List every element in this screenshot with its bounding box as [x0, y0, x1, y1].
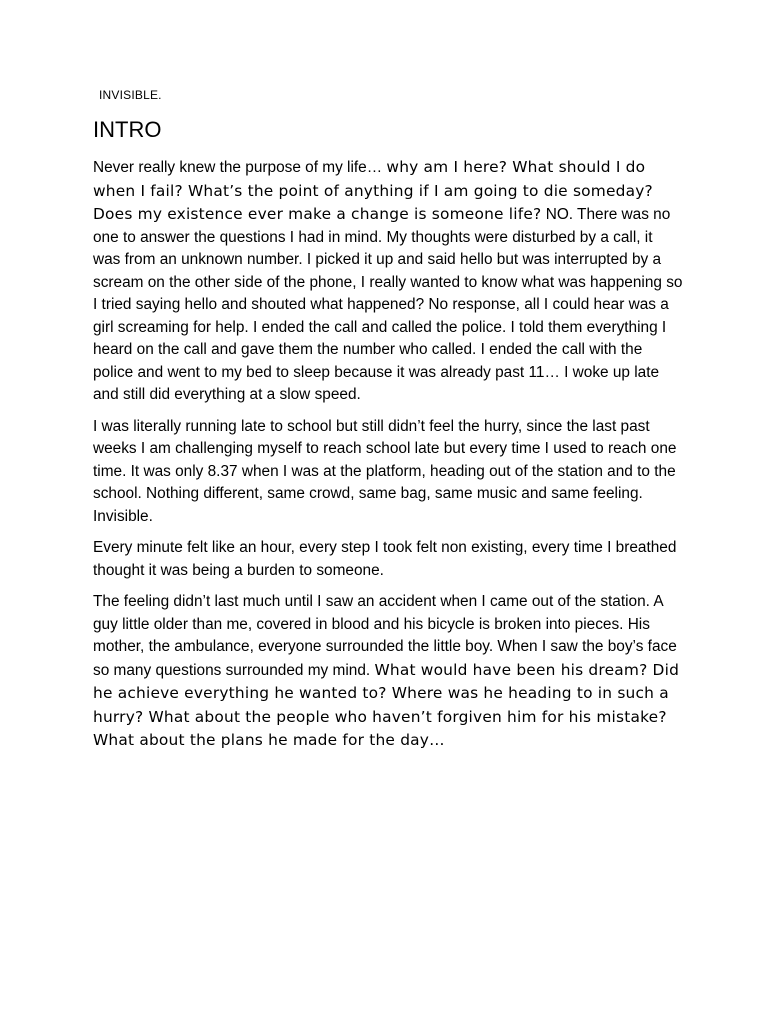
paragraph-1-questions: why am I here? What should I do when I fail? What’s the point of anything if I am going to die someday? Does my existence ever make a change is someone life?: [93, 158, 653, 223]
paragraph-1: [93, 156, 683, 407]
paragraph-1-lead: Never really knew the purpose of my life…: [93, 159, 387, 176]
paragraph-4-questions: What would have been his dream? Did he achieve everything he wanted to? Where was he heading to in such a hurry? What about the people who haven’t forgiven him for his mistake? What about the plans he made for the day…: [93, 660, 680, 749]
paragraph-4: [93, 591, 683, 753]
section-heading: INTRO: [93, 117, 162, 142]
paragraph-1-rest: NO. There was no one to answer the questions I had in mind. My thoughts were disturbed by a call, it was from an unknown number. I picked it up and said hello but was interrupted by a scream on the other side of the phone, I really wanted to know what was happening so I tried saying hello and shouted what happened? No response, all I could hear was a girl screaming for help. I ended the call and called the police. I told them everything I heard on the call and gave them the number who called. I ended the call with the police and went to my bed to sleep because it was already past 11… I woke up late and still did everything at a slow speed.: [93, 206, 683, 403]
paragraph-2: I was literally running late to school but still didn’t feel the hurry, since the last past weeks I am challenging myself to reach school late but every time I used to reach one time. It was only 8.37 when I was at the platform, heading out of the station and to the school. Nothing different, same crowd, same bag, same music and same feeling. Invisible.: [93, 417, 677, 525]
paragraph-3: Every minute felt like an hour, every step I took felt non existing, every time I breathed thought it was being a burden to someone.: [93, 539, 677, 579]
document-title-label: INVISIBLE.: [99, 88, 162, 102]
paragraph-4-lead: The feeling didn’t last much until I saw an accident when I came out of the station. A guy little older than me, covered in blood and his bicycle is broken into pieces. His mother, the ambulance, everyone surrounded the little boy. When I saw the boy’s face so many questions surrounded my mind.: [93, 593, 677, 679]
document-body: [93, 156, 683, 762]
